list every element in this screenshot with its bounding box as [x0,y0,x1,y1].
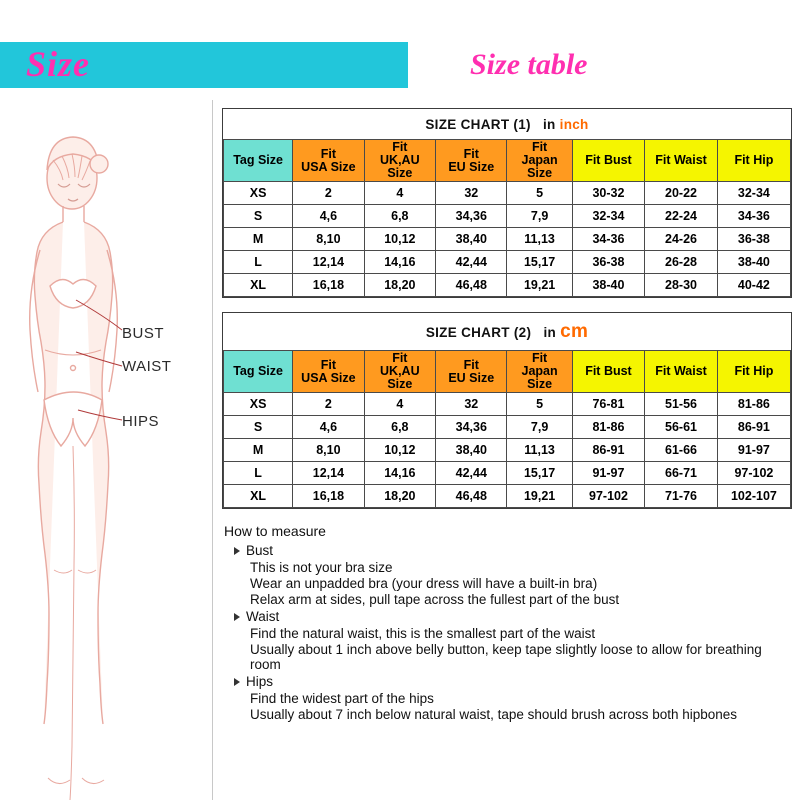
col-uk-au-size [364,140,435,182]
cell: 34,36 [436,205,507,228]
content-panel [222,108,792,723]
cell: 97-102 [572,485,645,508]
col-usa-size [293,351,364,393]
section-waist-label: Waist [246,609,280,624]
cell: XS [224,182,293,205]
col-usa-size-label: Fit USA Size [301,357,356,385]
cell: 8,10 [293,439,364,462]
cell: 42,44 [436,251,507,274]
cell: 34-36 [572,228,645,251]
cell: XL [224,485,293,508]
cell: 36-38 [572,251,645,274]
cell: 5 [507,182,572,205]
cell: 61-66 [645,439,718,462]
cell: 20-22 [645,182,718,205]
table-header-row [224,351,791,393]
cell: 4,6 [293,416,364,439]
chart1-title-text: SIZE CHART (1) [425,117,531,132]
cell: 8,10 [293,228,364,251]
cell: 76-81 [572,393,645,416]
cell: 91-97 [717,439,790,462]
cell: S [224,205,293,228]
cell: XS [224,393,293,416]
col-eu-size-label: Fit EU Size [448,146,495,174]
cell: 86-91 [572,439,645,462]
cell: 34-36 [717,205,790,228]
section-bust-line: Relax arm at sides, pull tape across the fullest part of the bust [250,592,620,607]
cell: 2 [293,393,364,416]
cell: 32 [436,393,507,416]
col-japan-size [507,351,572,393]
col-fit-bust: Fit Bust [572,351,645,393]
cell: 26-28 [645,251,718,274]
triangle-bullet-icon [234,678,240,686]
cell: 81-86 [717,393,790,416]
col-uk-au-size-label: Fit UK,AU Size [380,351,420,391]
label-bust: BUST [122,325,165,342]
cell: 51-56 [645,393,718,416]
size-chart-1-table [223,139,791,297]
cell: 40-42 [717,274,790,297]
col-japan-size-label: Fit Japan Size [521,351,558,391]
cell: 14,16 [364,251,435,274]
cell: 14,16 [364,462,435,485]
cell: 12,14 [293,462,364,485]
col-usa-size-label: Fit USA Size [301,146,356,174]
chart2-unit-value: cm [560,321,589,342]
section-bust-line: This is not your bra size [250,560,393,575]
cell: S [224,416,293,439]
col-usa-size [293,140,364,182]
table-row [224,416,791,439]
table-row [224,228,791,251]
size-chart-2-table [223,350,791,508]
label-hips: HIPS [122,413,160,430]
cell: 32 [436,182,507,205]
col-fit-waist: Fit Waist [645,351,718,393]
cell: 16,18 [293,274,364,297]
cell: XL [224,274,293,297]
cell: 46,48 [436,485,507,508]
cell: L [224,462,293,485]
table-row [224,274,791,297]
cell: L [224,251,293,274]
section-bust-label: Bust [246,543,274,558]
cell: 22-24 [645,205,718,228]
cell: 30-32 [572,182,645,205]
cell: M [224,228,293,251]
section-waist-heading [234,609,792,624]
cell: 11,13 [507,228,572,251]
cell: 2 [293,182,364,205]
cell: 46,48 [436,274,507,297]
cell: 32-34 [717,182,790,205]
section-waist-line: Usually about 1 inch above belly button, keep tape slightly loose to allow for breathing room [250,642,762,672]
cell: 18,20 [364,274,435,297]
col-japan-size-label: Fit Japan Size [521,140,558,180]
section-hips-line: Usually about 7 inch below natural waist, tape should brush across both hipbones [250,707,738,722]
cell: 38-40 [717,251,790,274]
cell: M [224,439,293,462]
cell: 10,12 [364,439,435,462]
cell: 10,12 [364,228,435,251]
cell: 5 [507,393,572,416]
cell: 4 [364,182,435,205]
cell: 102-107 [717,485,790,508]
col-eu-size-label: Fit EU Size [448,357,495,385]
how-to-measure [222,523,792,722]
cell: 86-91 [717,416,790,439]
cell: 19,21 [507,274,572,297]
cell: 38,40 [436,439,507,462]
col-fit-hip: Fit Hip [717,351,790,393]
section-waist-line: Find the natural waist, this is the smallest part of the waist [250,626,596,641]
cell: 28-30 [645,274,718,297]
label-waist: WAIST [122,358,172,375]
col-uk-au-size-label: Fit UK,AU Size [380,140,420,180]
figure-panel [0,100,213,800]
cell: 15,17 [507,462,572,485]
table-row [224,485,791,508]
cell: 12,14 [293,251,364,274]
cell: 38-40 [572,274,645,297]
cell: 4 [364,393,435,416]
col-tag-size: Tag Size [224,140,293,182]
section-hips-line: Find the widest part of the hips [250,691,434,706]
cell: 7,9 [507,416,572,439]
size-chart-1 [222,108,792,298]
table-row [224,439,791,462]
cell: 4,6 [293,205,364,228]
cell: 56-61 [645,416,718,439]
cell: 32-34 [572,205,645,228]
cell: 16,18 [293,485,364,508]
cell: 7,9 [507,205,572,228]
col-fit-waist: Fit Waist [645,140,718,182]
cell: 19,21 [507,485,572,508]
cell: 97-102 [717,462,790,485]
cell: 6,8 [364,416,435,439]
chart1-unit-word: in [542,117,556,132]
cell: 18,20 [364,485,435,508]
col-tag-size: Tag Size [224,351,293,393]
table-row [224,205,791,228]
cell: 24-26 [645,228,718,251]
cell: 71-76 [645,485,718,508]
cell: 66-71 [645,462,718,485]
cell: 38,40 [436,228,507,251]
cell: 15,17 [507,251,572,274]
header [0,42,800,88]
chart2-unit-word: in [543,325,557,340]
cell: 81-86 [572,416,645,439]
col-uk-au-size [364,351,435,393]
col-eu-size [436,140,507,182]
cell: 11,13 [507,439,572,462]
col-eu-size [436,351,507,393]
section-hips-heading [234,674,792,689]
col-fit-bust: Fit Bust [572,140,645,182]
section-bust-line: Wear an unpadded bra (your dress will have a built-in bra) [250,576,598,591]
how-to-measure-title: How to measure [224,523,326,539]
table-row [224,251,791,274]
cell: 42,44 [436,462,507,485]
table-row [224,393,791,416]
cell: 6,8 [364,205,435,228]
cell: 34,36 [436,416,507,439]
header-size-word: Size [26,44,91,84]
chart2-title-text: SIZE CHART (2) [425,325,532,340]
size-chart-2 [222,312,792,509]
triangle-bullet-icon [234,613,240,621]
measurement-labels [0,100,212,800]
section-bust-heading [234,543,792,558]
col-fit-hip: Fit Hip [717,140,790,182]
chart1-unit-value: inch [559,117,589,132]
triangle-bullet-icon [234,547,240,555]
table-row [224,182,791,205]
table-header-row [224,140,791,182]
cell: 36-38 [717,228,790,251]
page-title: Size table [470,48,588,81]
section-hips-label: Hips [246,674,274,689]
size-chart-2-title [223,313,791,350]
cell: 91-97 [572,462,645,485]
col-japan-size [507,140,572,182]
table-row [224,462,791,485]
size-chart-1-title [223,109,791,139]
